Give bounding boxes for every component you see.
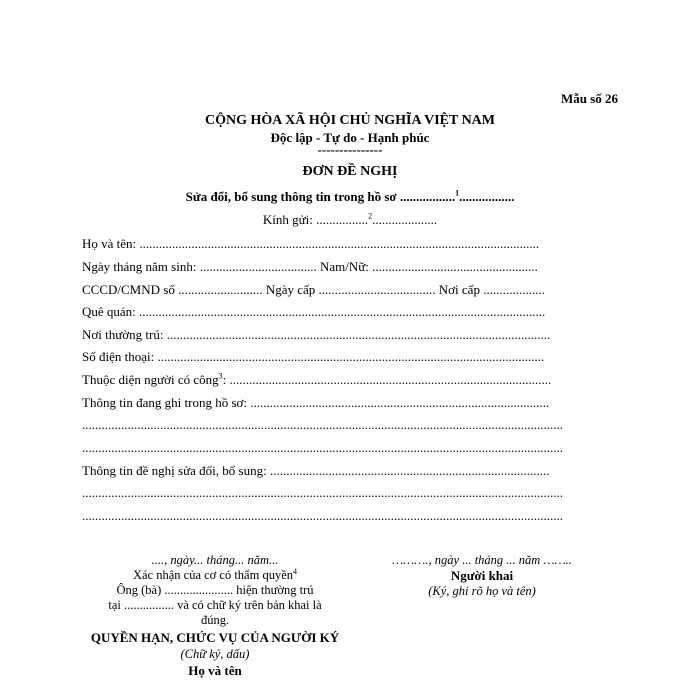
current-info-line-1: .................................................................................................................................................... [82, 417, 563, 432]
signer-fullname: Họ và tên [188, 663, 242, 678]
field-current-info: Thông tin đang ghi trong hồ sơ: ............................................................................................ [82, 395, 550, 410]
header-separator: --------------- [317, 142, 383, 157]
confirm-line-2: tại ................ và có chữ ký trên bản khai là [108, 598, 322, 612]
field-dob: Ngày tháng năm sinh: .................................... Nam/Nữ: ................................................... [82, 259, 538, 274]
proposed-info-line-2: .................................................................................................................................................... [82, 508, 563, 523]
field-hometown: Quê quán: ............................................................................................................................. [82, 304, 546, 319]
proposed-info-line-1: .................................................................................................................................................... [82, 485, 563, 500]
field-residence: Nơi thường trú: ...................................................................................................................... [82, 327, 551, 342]
form-number: Mẫu số 26 [560, 91, 618, 106]
recipient [0, 212, 700, 228]
subtitle-text: Sửa đổi, bổ sung thông tin trong hồ sơ ................. [185, 189, 456, 204]
field-id: CCCD/CMND số .......................... Ngày cấp .................................... Nơi cấp ................... [82, 282, 545, 297]
footnote-4: 4 [293, 566, 298, 576]
footnote-1: 1 [455, 188, 460, 198]
confirm-line-1: Ông (bà) ...................... hiện thường trú [116, 583, 314, 597]
right-date: ………., ngày ... tháng ... năm …….. [392, 553, 572, 567]
field-merit [82, 372, 551, 388]
confirm-line-3: đúng. [200, 613, 230, 627]
footnote-2: 2 [368, 211, 373, 221]
field-name: Họ và tên: ........................................................................................................................... [82, 236, 540, 251]
recipient-tail: .................... [372, 212, 438, 227]
subtitle [0, 189, 700, 205]
left-date: ...., ngày... tháng... năm... [151, 553, 279, 567]
recipient-text: Kính gửi: ................ [262, 212, 369, 227]
signer-authority: QUYỀN HẠN, CHỨC VỤ CỦA NGƯỜI KÝ [90, 630, 340, 645]
country-header: CỘNG HÒA XÃ HỘI CHỦ NGHĨA VIỆT NAM [204, 113, 495, 128]
authority-confirmation [80, 568, 350, 583]
merit-tail: : ................................................................................................... [222, 372, 552, 387]
page-title: ĐƠN ĐỀ NGHỊ [302, 164, 398, 179]
footnote-3: 3 [218, 371, 223, 381]
merit-label: Thuộc diện người có công [82, 372, 219, 387]
left-sign-instruction: (Chữ ký, dấu) [180, 647, 250, 661]
current-info-line-2: .................................................................................................................................................... [82, 440, 563, 455]
declarant-title: Người khai [450, 568, 514, 583]
right-sign-instruction: (Ký, ghi rõ họ và tên) [428, 584, 536, 598]
confirm-text: Xác nhận của cơ có thẩm quyền [132, 568, 294, 582]
field-proposed-info: Thông tin đề nghị sửa đổi, bổ sung: ...................................................................................... [82, 463, 550, 478]
subtitle-tail: ................. [459, 189, 515, 204]
motto: Độc lập - Tự do - Hạnh phúc [270, 130, 430, 145]
field-phone: Số điện thoại: ....................................................................................................................... [82, 349, 545, 364]
